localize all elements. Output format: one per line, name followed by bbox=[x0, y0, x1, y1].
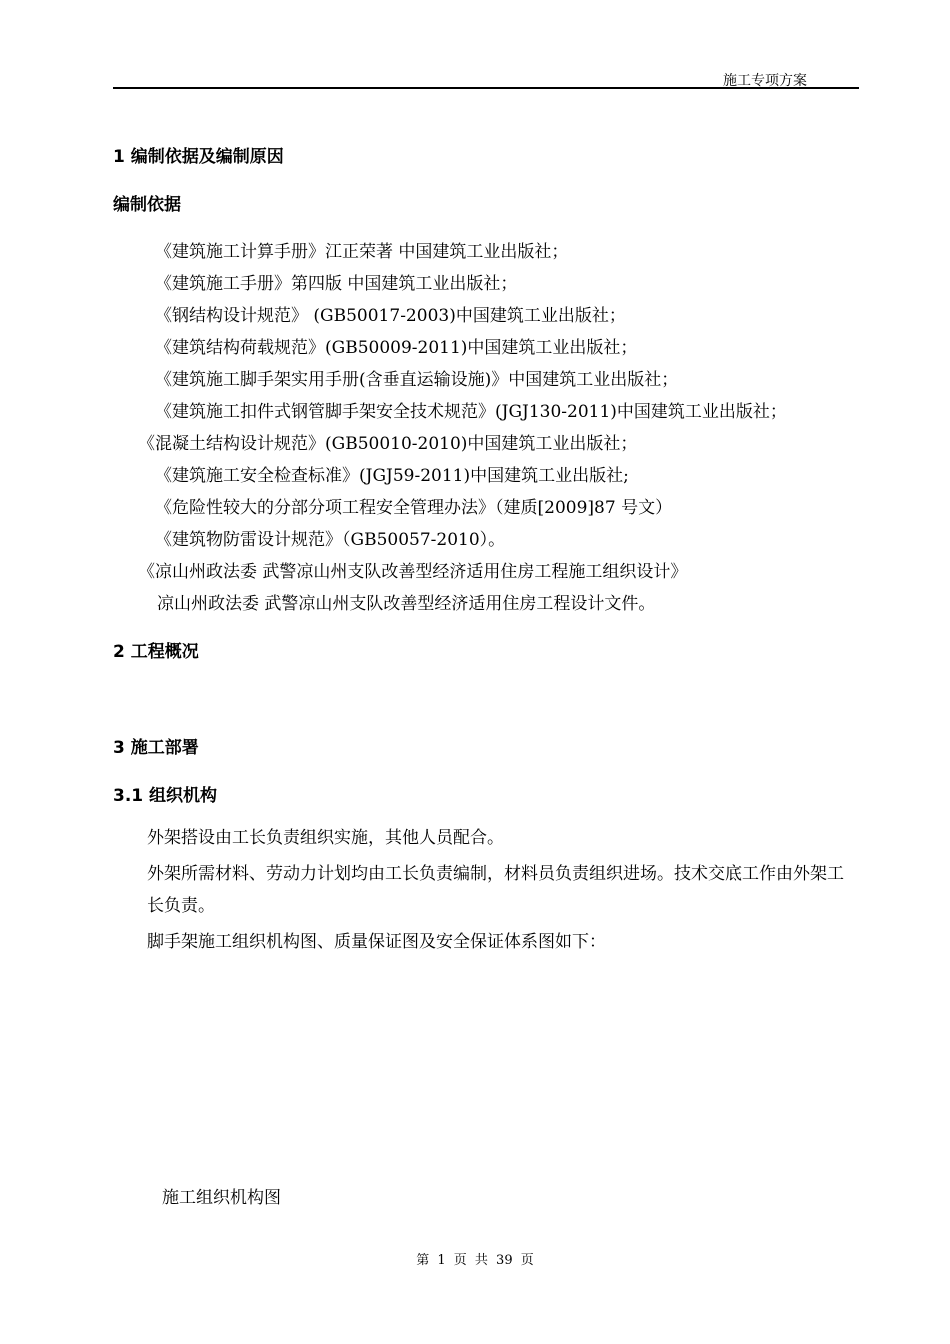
header-title: 施工专项方案 bbox=[723, 73, 807, 89]
reference-item: 《建筑施工手册》第四版 中国建筑工业出版社； bbox=[155, 274, 518, 294]
reference-item: 《建筑施工脚手架实用手册(含垂直运输设施)》中国建筑工业出版社； bbox=[155, 370, 679, 390]
section-1-title: 1 编制依据及编制原因 bbox=[113, 147, 284, 167]
reference-item: 《建筑结构荷载规范》(GB50009-2011)中国建筑工业出版社； bbox=[155, 338, 638, 358]
figure-caption: 施工组织机构图 bbox=[162, 1188, 281, 1208]
header-rule bbox=[113, 87, 859, 89]
reference-item: 《凉山州政法委 武警凉山州支队改善型经济适用住房工程施工组织设计》 bbox=[138, 562, 688, 582]
page-number: 第 1 页 共 39 页 bbox=[416, 1253, 534, 1268]
paragraph: 脚手架施工组织机构图、质量保证图及安全保证体系图如下： bbox=[147, 932, 606, 952]
reference-item: 《钢结构设计规范》 (GB50017-2003)中国建筑工业出版社； bbox=[155, 306, 626, 326]
reference-item: 《危险性较大的分部分项工程安全管理办法》（建质[2009]87 号文） bbox=[155, 498, 673, 518]
section-1-subtitle: 编制依据 bbox=[113, 195, 181, 215]
reference-item: 凉山州政法委 武警凉山州支队改善型经济适用住房工程设计文件。 bbox=[157, 594, 656, 614]
reference-item: 《建筑物防雷设计规范》（GB50057-2010）。 bbox=[155, 530, 506, 550]
reference-item: 《混凝土结构设计规范》(GB50010-2010)中国建筑工业出版社； bbox=[138, 434, 638, 454]
section-3-title: 3 施工部署 bbox=[113, 738, 199, 758]
paragraph: 外架搭设由工长负责组织实施，其他人员配合。 bbox=[147, 828, 504, 848]
reference-item: 《建筑施工安全检查标准》(JGJ59-2011)中国建筑工业出版社; bbox=[155, 466, 629, 486]
section-3-1-title: 3.1 组织机构 bbox=[113, 786, 218, 806]
paragraph: 外架所需材料、劳动力计划均由工长负责编制，材料员负责组织进场。技术交底工作由外架工长负责。 bbox=[147, 864, 844, 916]
reference-item: 《建筑施工计算手册》江正荣著 中国建筑工业出版社； bbox=[155, 242, 569, 262]
section-2-title: 2 工程概况 bbox=[113, 642, 199, 662]
reference-item: 《建筑施工扣件式钢管脚手架安全技术规范》(JGJ130-2011)中国建筑工业出版社； bbox=[155, 402, 787, 422]
